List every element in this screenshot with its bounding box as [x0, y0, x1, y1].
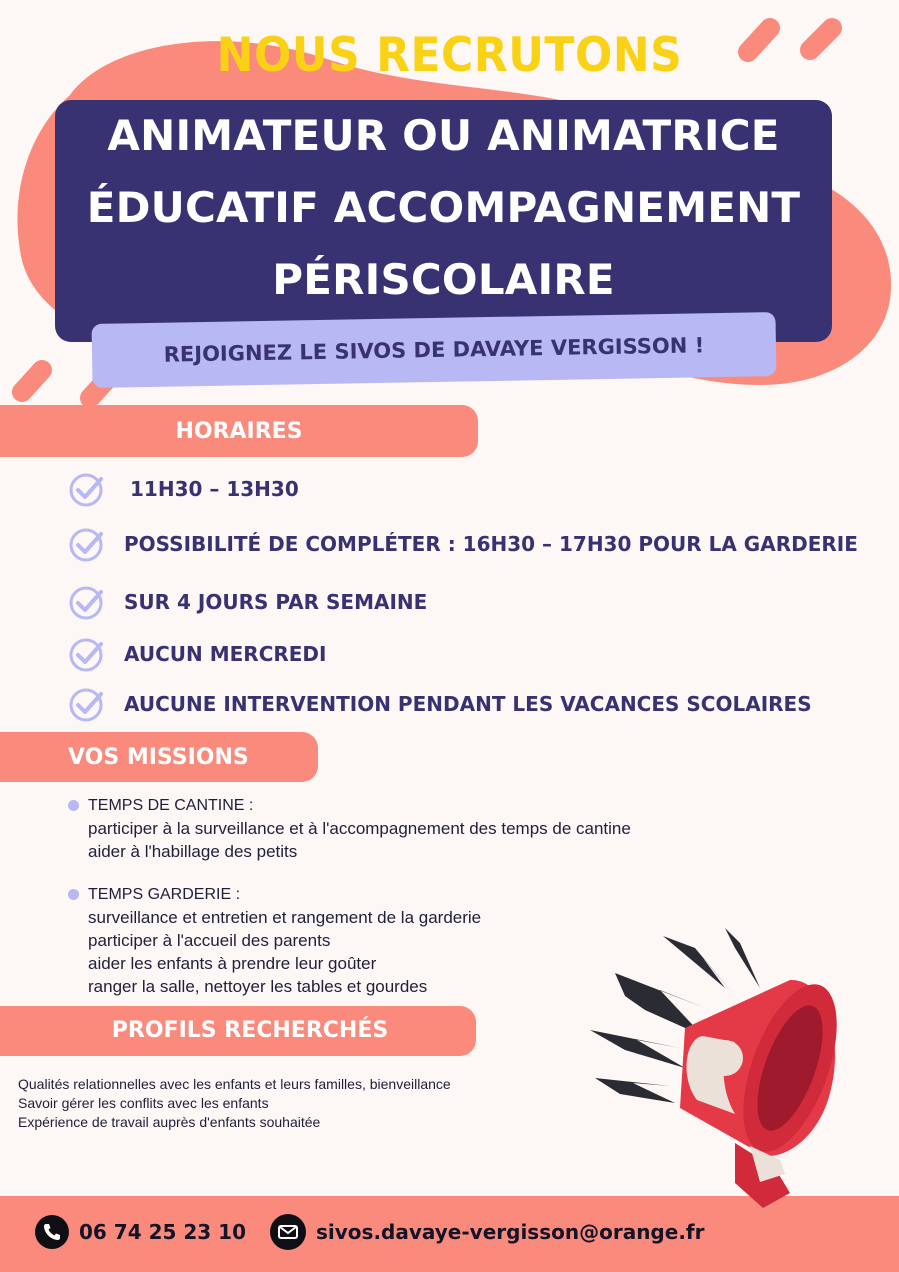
- bullet-dot: [68, 889, 79, 900]
- horaire-item-label: 11H30 – 13H30: [130, 477, 299, 501]
- missions-title: VOS MISSIONS: [68, 745, 249, 770]
- bullet-dot: [68, 800, 79, 811]
- headline: NOUS RECRUTONS: [216, 27, 683, 84]
- mission-line: participer à la surveillance et à l'accompagnement des temps de cantine: [88, 819, 631, 838]
- mission-line: aider à l'habillage des petits: [88, 842, 298, 861]
- join-text: REJOIGNEZ LE SIVOS DE DAVAYE VERGISSON !: [163, 333, 705, 367]
- email-contact[interactable]: [270, 1212, 704, 1252]
- profils-title: PROFILS RECHERCHÉS: [111, 1018, 389, 1043]
- phone-contact[interactable]: [35, 1212, 246, 1252]
- check-circle-icon: [68, 525, 106, 563]
- horaire-item-label: AUCUNE INTERVENTION PENDANT LES VACANCES SCOLAIRES: [124, 692, 812, 716]
- horaire-item: [68, 469, 299, 509]
- job-title-line-3: PÉRISCOLAIRE: [272, 255, 615, 304]
- job-title-line-2: ÉDUCATIF ACCOMPAGNEMENT: [86, 183, 801, 232]
- job-title: [70, 100, 817, 316]
- mission-line: ranger la salle, nettoyer les tables et gourdes: [88, 977, 428, 996]
- mission-line: surveillance et entretien et rangement de la garderie: [88, 908, 482, 927]
- profile-line: Qualités relationnelles avec les enfants et leurs familles, bienveillance: [18, 1076, 451, 1092]
- profile-line: Savoir gérer les conflits avec les enfants: [18, 1095, 269, 1111]
- mission-group-cantine: [68, 794, 748, 863]
- mission-line: participer à l'accueil des parents: [88, 931, 331, 950]
- check-circle-icon: [68, 583, 106, 621]
- email-address: sivos.davaye-vergisson@orange.fr: [316, 1220, 705, 1244]
- mail-icon: [270, 1214, 306, 1250]
- profile-line: Expérience de travail auprès d'enfants souhaitée: [18, 1114, 321, 1130]
- horaire-item-label: AUCUN MERCREDI: [124, 642, 327, 666]
- job-title-line-1: ANIMATEUR OU ANIMATRICE: [107, 111, 780, 160]
- check-circle-icon: [68, 685, 106, 723]
- phone-icon: [35, 1215, 69, 1249]
- horaire-item: [68, 684, 812, 724]
- mission-line: aider les enfants à prendre leur goûter: [88, 954, 377, 973]
- horaire-item-label: POSSIBILITÉ DE COMPLÉTER : 16H30 – 17H30 POUR LA GARDERIE: [124, 532, 858, 556]
- horaire-item: [68, 582, 427, 622]
- phone-number: 06 74 25 23 10: [79, 1220, 247, 1244]
- check-circle-icon: [68, 635, 106, 673]
- mission-heading: TEMPS GARDERIE :: [88, 886, 241, 903]
- horaire-item: [68, 524, 858, 564]
- mission-heading: TEMPS DE CANTINE :: [88, 797, 254, 814]
- horaires-title: HORAIRES: [175, 419, 303, 444]
- megaphone-icon: [585, 918, 875, 1228]
- check-circle-icon: [68, 470, 106, 508]
- horaire-item-label: SUR 4 JOURS PAR SEMAINE: [124, 590, 428, 614]
- horaire-item: [68, 634, 326, 674]
